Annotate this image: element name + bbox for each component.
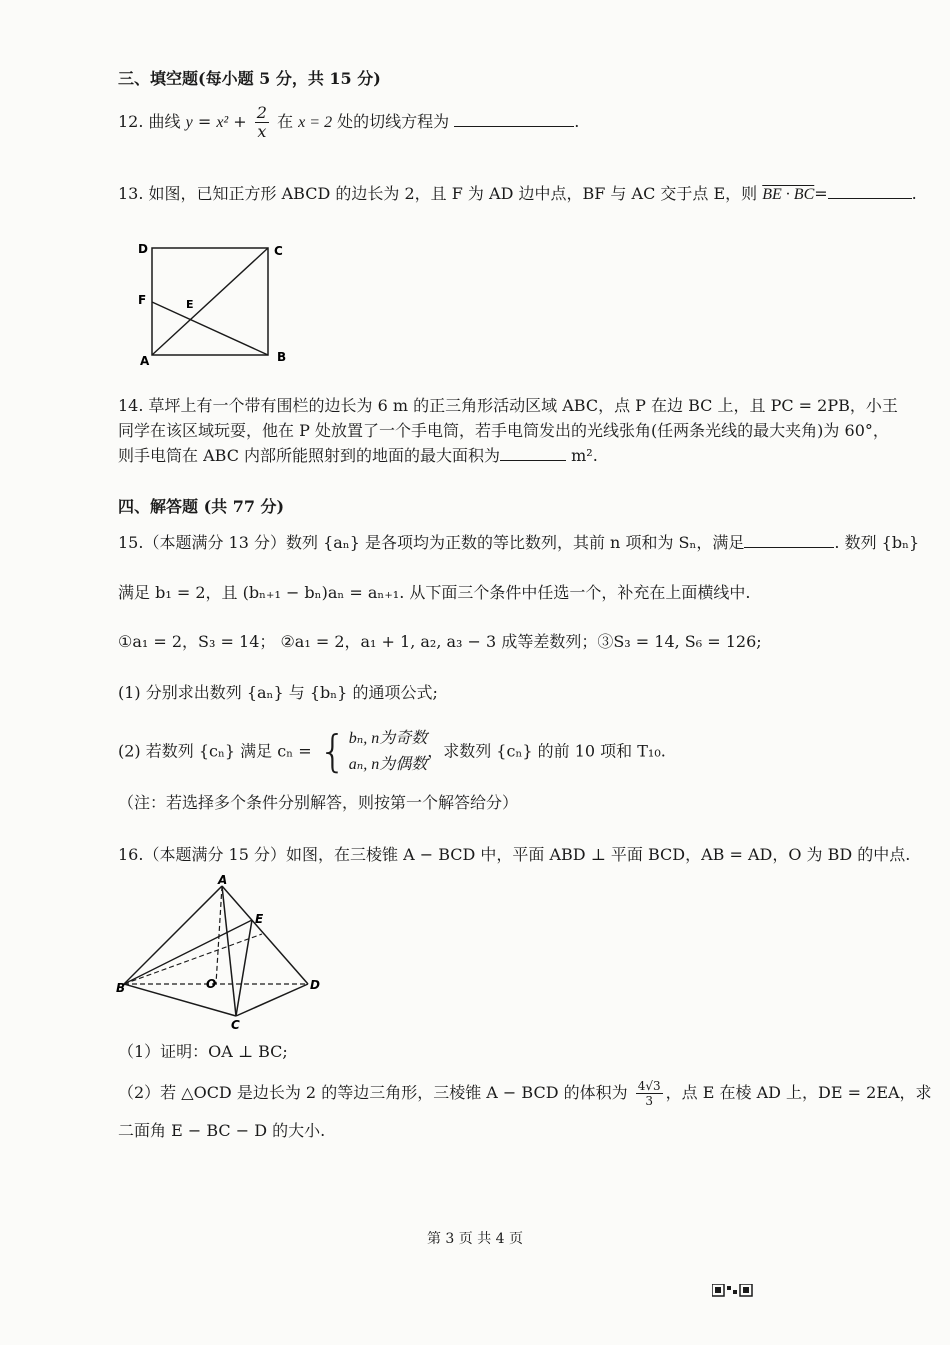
q12-plus: + xyxy=(228,112,252,131)
edge-hidden-aux xyxy=(124,934,262,984)
volume-fraction xyxy=(636,1079,663,1108)
question-16-part1: （1）证明：OA ⊥ BC; xyxy=(118,1042,288,1061)
label-c3: C xyxy=(231,1018,240,1032)
q12-xsq: x² xyxy=(216,114,229,131)
label-e: E xyxy=(186,298,194,311)
q13-vector: BE · BC xyxy=(762,186,815,203)
volume-num: 4√3 xyxy=(637,1079,661,1093)
question-14-line1: 14. 草坪上有一个带有围栏的边长为 6 m 的正三角形活动区域 ABC，点 P 在边 BC 上，且 PC = 2PB，小王 xyxy=(118,396,898,415)
label-a3: A xyxy=(218,873,228,887)
section4-heading: 四、解答题 (共 77 分) xyxy=(118,497,285,516)
question-15-part1: (1) 分别求出数列 {aₙ} 与 {bₙ} 的通项公式; xyxy=(118,683,438,702)
piecewise-cases xyxy=(349,726,428,778)
label-b: B xyxy=(277,350,287,364)
q12-lead: 12. 曲线 xyxy=(118,112,186,131)
question-14-line3 xyxy=(118,445,598,467)
q16-part2a: （2）若 △OCD 是边长为 2 的等边三角形，三棱锥 A − BCD 的体积为 xyxy=(118,1083,633,1102)
piecewise-brace: { xyxy=(318,726,347,777)
q13-answer-blank[interactable] xyxy=(828,184,912,199)
q12-y: y xyxy=(185,114,193,131)
section3-heading: 三、填空题(每小题 5 分，共 15 分) xyxy=(118,69,381,88)
q12-end: . xyxy=(574,112,580,131)
q13-text: 13. 如图，已知正方形 ABCD 的边长为 2，且 F 为 AD 边中点，BF 与 AC 交于点 E，则 xyxy=(118,184,763,203)
edge-ad xyxy=(222,886,308,984)
label-f: F xyxy=(138,293,147,307)
volume-den: 3 xyxy=(645,1094,653,1108)
q14-answer-blank[interactable] xyxy=(500,446,566,461)
q12-x2: x = 2 xyxy=(298,114,333,131)
q12-frac-den: x xyxy=(257,122,267,141)
qr-code-icon xyxy=(712,1284,756,1298)
question-13 xyxy=(118,183,917,206)
edge-cd xyxy=(236,984,308,1016)
label-c: C xyxy=(274,244,283,258)
q12-tail: 处的切线方程为 xyxy=(332,112,450,131)
edge-bc xyxy=(124,984,236,1016)
case-odd: bₙ, n为奇数 xyxy=(348,730,428,747)
q12-eq: = xyxy=(192,112,217,131)
edge-ab xyxy=(124,886,222,984)
label-d: D xyxy=(138,242,148,256)
q16-part2b: ，点 E 在棱 AD 上，DE = 2EA，求 xyxy=(665,1083,932,1102)
label-d3: D xyxy=(310,978,320,992)
question-16-part2 xyxy=(118,1078,932,1108)
question-15-line1 xyxy=(118,532,919,554)
piecewise-definition xyxy=(317,726,428,778)
edge-be xyxy=(124,920,252,984)
q15-answer-blank[interactable] xyxy=(744,533,834,548)
q15-part2b: ，求数列 {cₙ} 的前 10 项和 T₁₀. xyxy=(427,741,666,761)
label-o3: O xyxy=(206,977,217,991)
question-16-line1: 16.（本题满分 15 分）如图，在三棱锥 A − BCD 中，平面 ABD ⊥ 平面 BCD，AB = AD，O 为 BD 的中点. xyxy=(118,845,911,864)
q14-line3a: 则手电筒在 ABC 内部所能照射到的地面的最大面积为 xyxy=(118,446,501,465)
edge-ec xyxy=(236,920,252,1016)
question-14-line2: 同学在该区域玩耍，他在 P 处放置了一个手电筒，若手电筒发出的光线张角(任两条光线的最大夹角)为 60°， xyxy=(118,421,889,440)
question-12 xyxy=(118,104,579,141)
square-figure xyxy=(130,236,300,371)
q12-frac-num: 2 xyxy=(256,103,267,122)
label-e3: E xyxy=(255,912,264,926)
q15-line1b: . 数列 {bₙ} xyxy=(834,533,920,552)
question-15-part2 xyxy=(118,726,666,778)
case-even: aₙ, n为偶数 xyxy=(348,756,428,773)
q15-line1a: 15.（本题满分 13 分）数列 {aₙ} 是各项均为正数的等比数列，其前 n 项和为 Sₙ，满足 xyxy=(118,533,745,552)
question-16-part2-cont: 二面角 E − BC − D 的大小. xyxy=(118,1121,326,1140)
edge-ac xyxy=(222,886,236,1016)
page-footer: 第 3 页 共 4 页 xyxy=(426,1231,524,1247)
question-15-line2: 满足 b₁ = 2，且 (bₙ₊₁ − bₙ)aₙ = aₙ₊₁. 从下面三个条件中任选一个，补充在上面横线中. xyxy=(118,583,751,602)
segment-bf xyxy=(152,302,268,355)
q13-eq: = xyxy=(814,184,828,203)
q12-fraction xyxy=(255,104,269,141)
q12-answer-blank[interactable] xyxy=(454,112,574,127)
q12-mid: 在 xyxy=(271,112,299,131)
question-15-conditions: ①a₁ = 2，S₃ = 14； ②a₁ = 2，a₁ + 1, a₂, a₃ − 3 成等差数列；③S₃ = 14, S₆ = 126; xyxy=(118,632,762,651)
diagonal-ac xyxy=(152,248,268,355)
label-b3: B xyxy=(116,981,126,995)
question-15-note: （注：若选择多个条件分别解答，则按第一个解答给分） xyxy=(118,793,519,812)
pyramid-figure xyxy=(112,872,327,1032)
q13-end: . xyxy=(911,184,917,203)
q14-line3b: m². xyxy=(571,446,598,465)
label-a: A xyxy=(140,354,150,368)
q15-part2a: (2) 若数列 {cₙ} 满足 cₙ = xyxy=(118,741,317,761)
